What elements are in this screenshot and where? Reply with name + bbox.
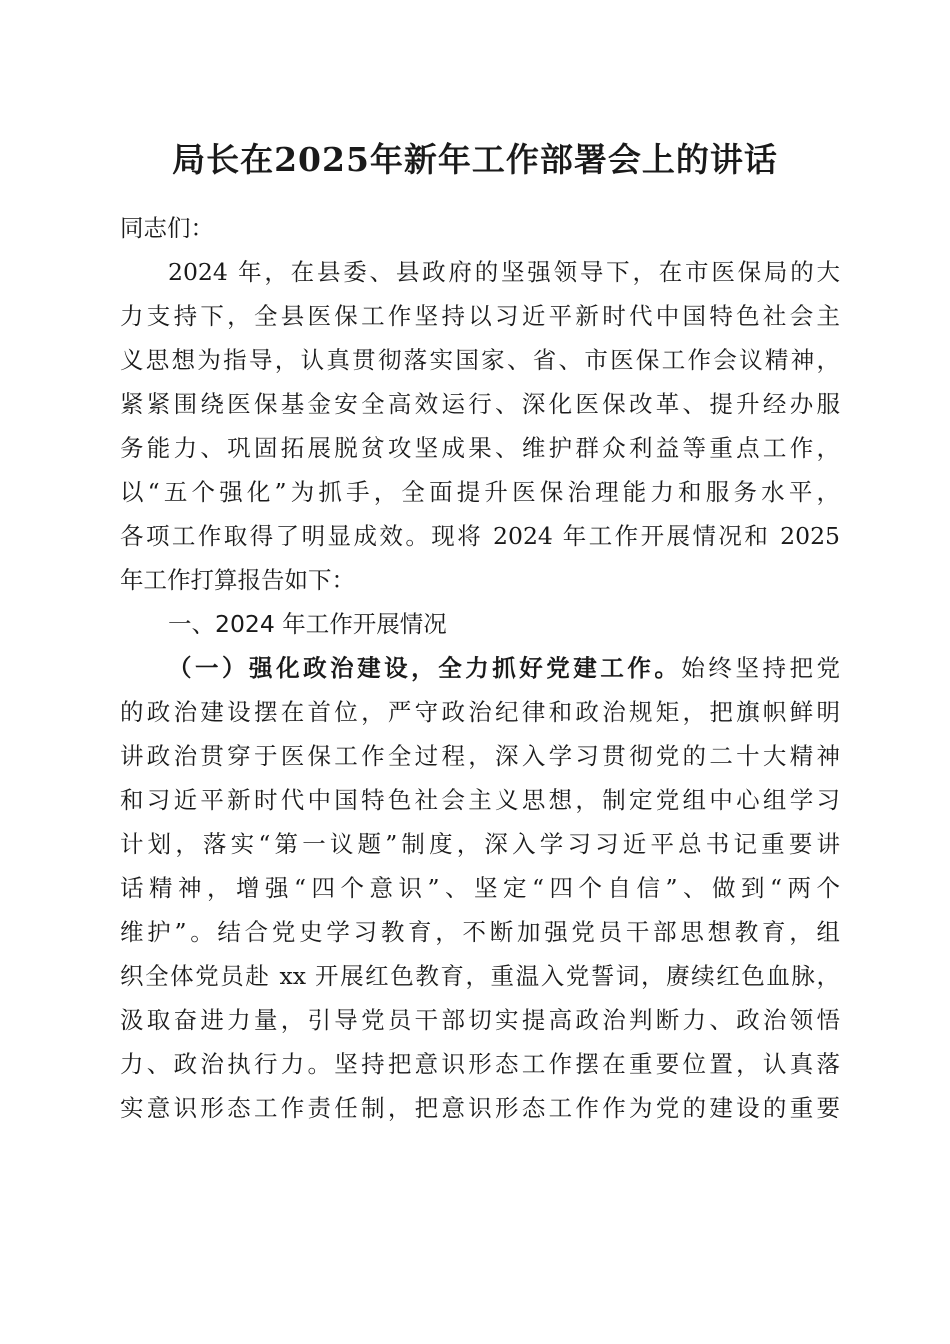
paragraph-line: 讲政治贯穿于医保工作全过程，深入学习贯彻党的二十大精神 xyxy=(120,742,840,770)
paragraph-line: 力、政治执行力。坚持把意识形态工作摆在重要位置，认真落 xyxy=(120,1050,840,1078)
paragraph-line: 以“五个强化”为抓手，全面提升医保治理能力和服务水平， xyxy=(120,478,840,506)
paragraph-line: 实意识形态工作责任制，把意识形态工作作为党的建设的重要 xyxy=(120,1094,840,1122)
greeting: 同志们： xyxy=(120,214,214,242)
document-title: 局长在2025年新年工作部署会上的讲话 xyxy=(172,140,778,179)
paragraph-line: 紧紧围绕医保基金安全高效运行、深化医保改革、提升经办服 xyxy=(120,390,840,418)
paragraph-line: 2024 年，在县委、县政府的坚强领导下，在市医保局的大 xyxy=(168,258,840,286)
paragraph-line: 的政治建设摆在首位，严守政治纪律和政治规矩，把旗帜鲜明 xyxy=(120,698,840,726)
subsection-title: （一）强化政治建设，全力抓好党建工作。 xyxy=(168,654,682,682)
paragraph-line: 织全体党员赴 xx 开展红色教育，重温入党誓词，赓续红色血脉， xyxy=(120,962,840,990)
paragraph-line: 各项工作取得了明显成效。现将 2024 年工作开展情况和 2025 xyxy=(120,522,840,550)
paragraph-line: 维护”。结合党史学习教育，不断加强党员干部思想教育，组 xyxy=(120,918,840,946)
paragraph-line: 计划，落实“第一议题”制度，深入学习习近平总书记重要讲 xyxy=(120,830,840,858)
subsection-first-line xyxy=(168,653,840,683)
paragraph-line: 务能力、巩固拓展脱贫攻坚成果、维护群众利益等重点工作， xyxy=(120,434,840,462)
paragraph-line: 力支持下，全县医保工作坚持以习近平新时代中国特色社会主 xyxy=(120,302,840,330)
paragraph-line: 话精神，增强“四个意识”、坚定“四个自信”、做到“两个 xyxy=(120,874,840,902)
paragraph-line: 和习近平新时代中国特色社会主义思想，制定党组中心组学习 xyxy=(120,786,840,814)
paragraph-line: 汲取奋进力量，引导党员干部切实提高政治判断力、政治领悟 xyxy=(120,1006,840,1034)
section-heading: 一、2024 年工作开展情况 xyxy=(168,610,447,638)
paragraph-text: 始终坚持把党 xyxy=(681,654,841,682)
paragraph-line: 义思想为指导，认真贯彻落实国家、省、市医保工作会议精神， xyxy=(120,346,840,374)
paragraph-line: 年工作打算报告如下： xyxy=(120,566,355,594)
